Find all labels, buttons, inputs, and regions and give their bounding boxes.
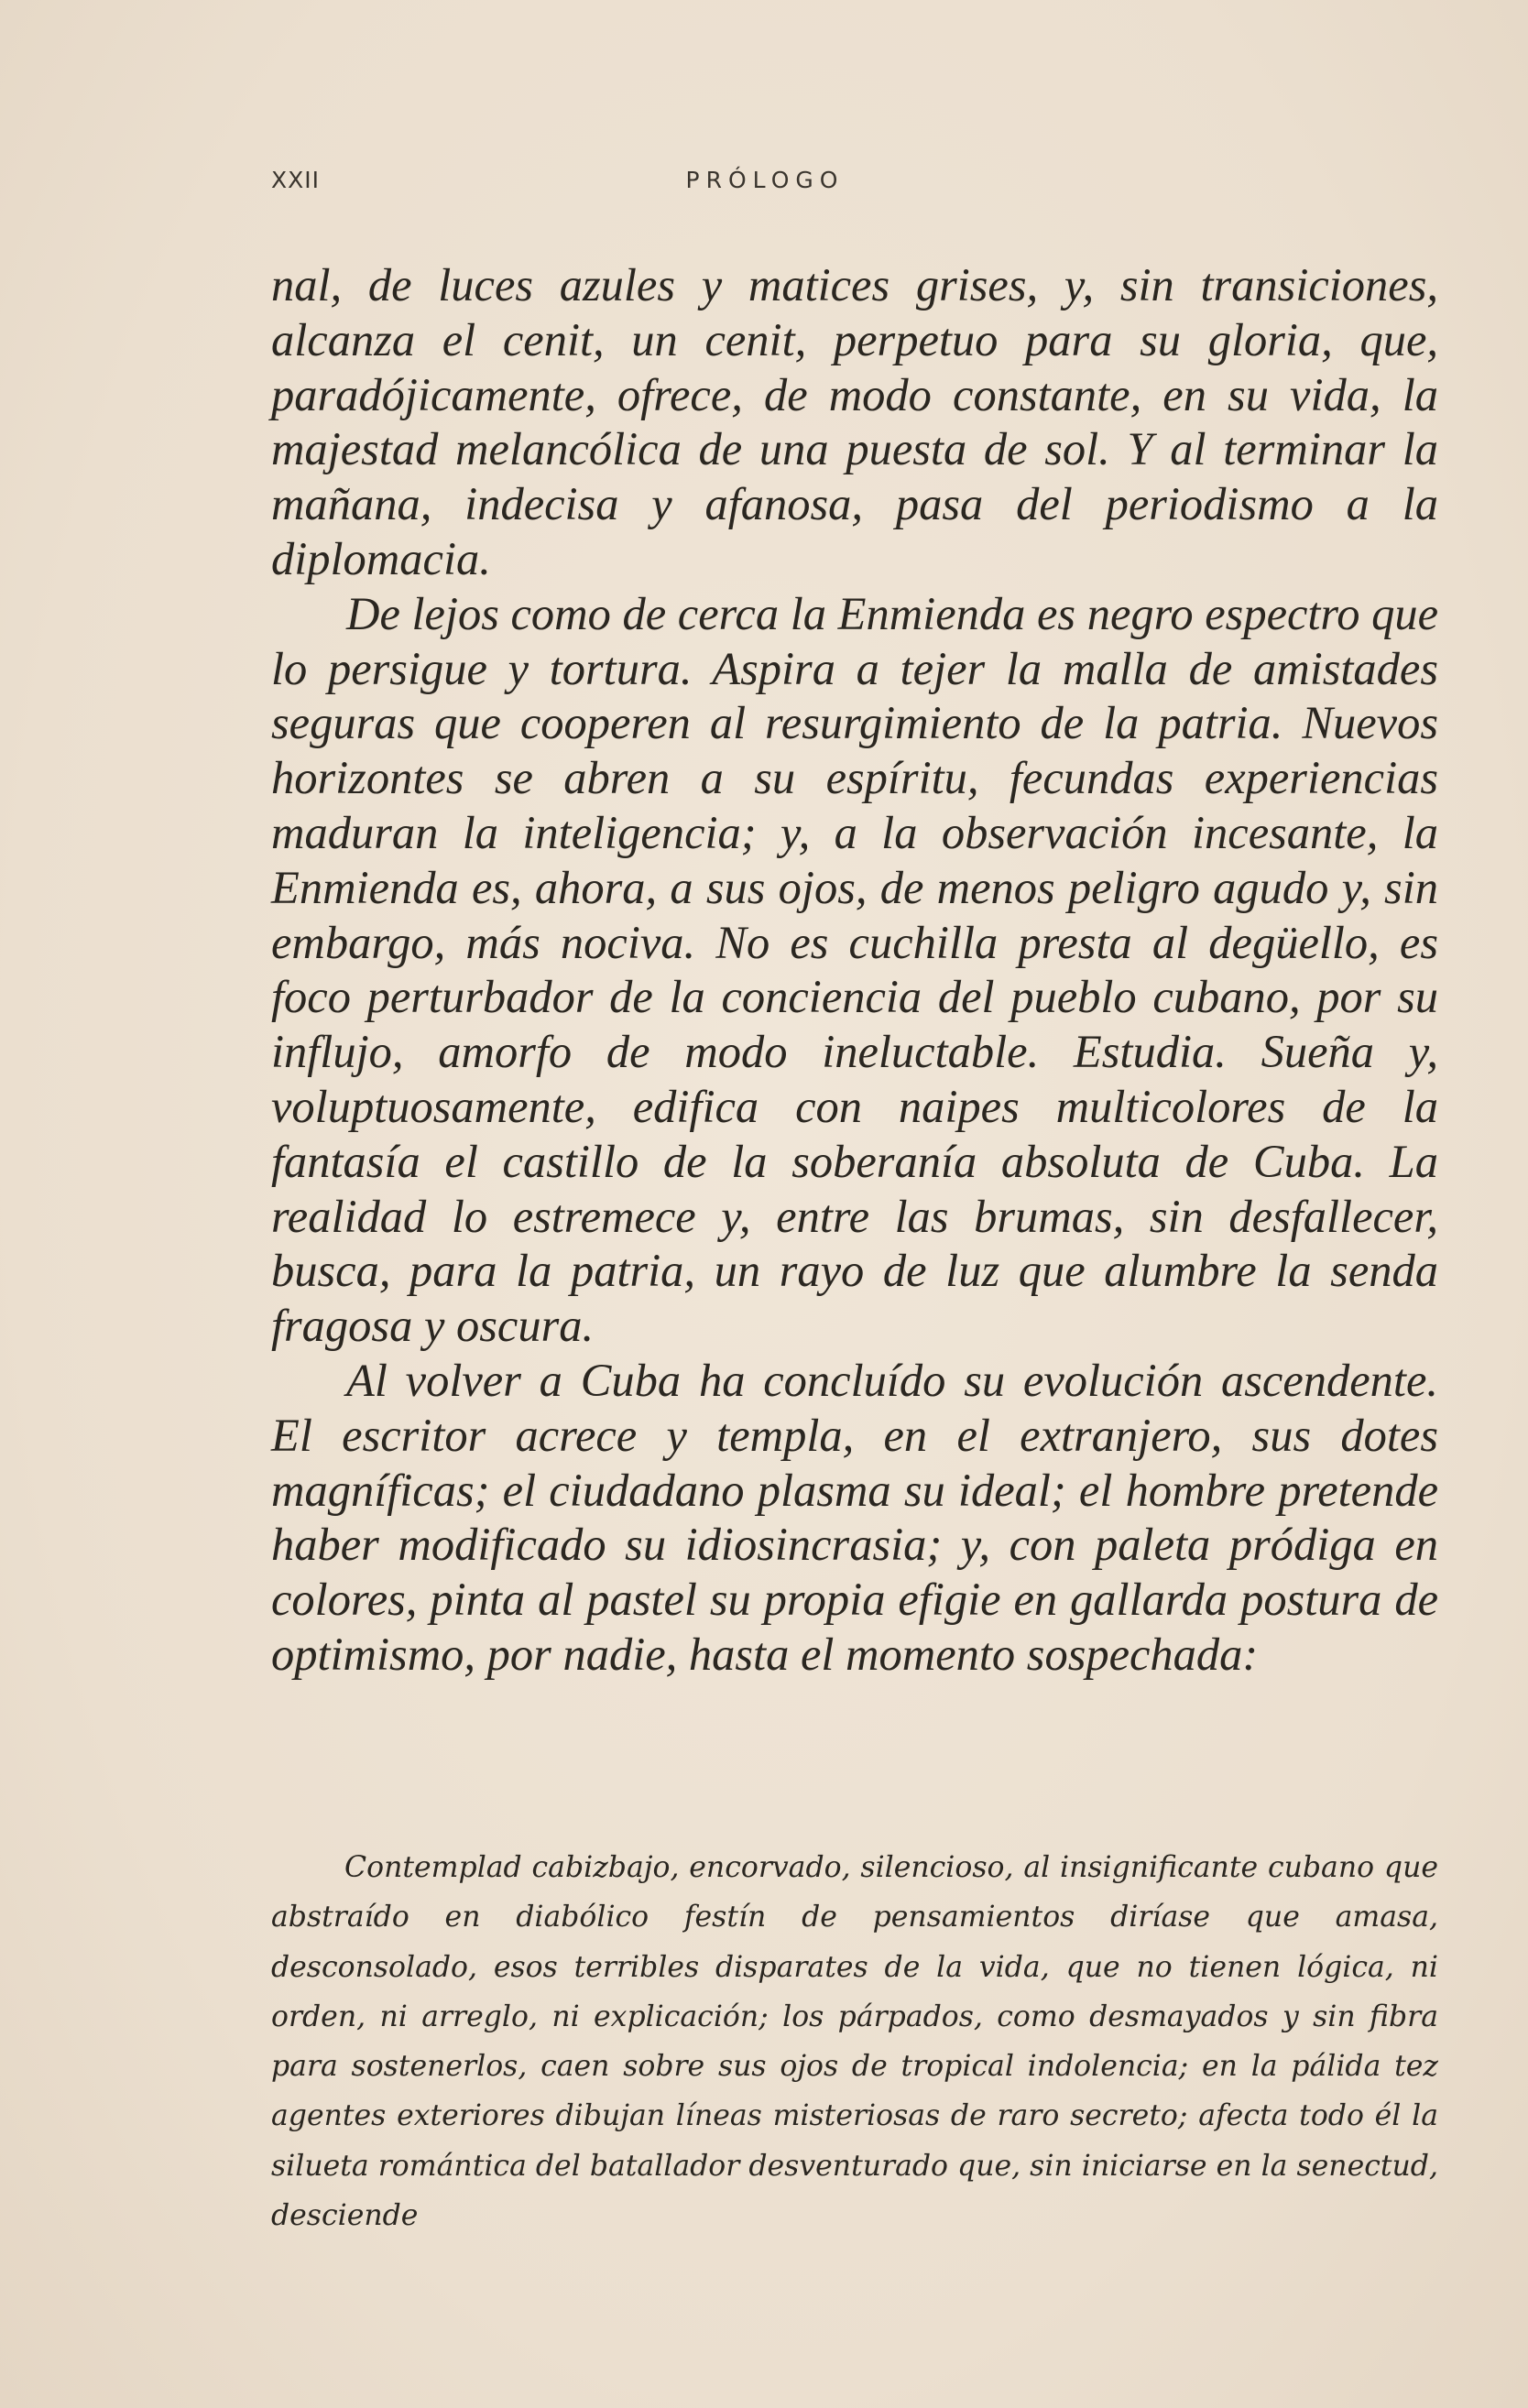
main-text bbox=[271, 258, 1438, 1683]
block-quote: Contemplad cabizbajo, encorvado, silencioso, al insignificante cubano que abstraído en diabólico festín de pensamientos diríase que amasa, desconsolado, esos terribles disparates de la vida, que no tienen lógica, ni orden, ni arreglo, ni explicación; los párpados, como desmayados y sin fibra para sostenerlos, caen sobre sus ojos de tropical indolencia; en la pálida tez agentes exteriores dibujan líneas misteriosas de raro secreto; afecta todo él la silueta romántica del batallador desventurado que, sin iniciarse en la senectud, desciende bbox=[271, 1851, 1438, 2233]
paragraph-continuation: nal, de luces azules y matices grises, y, sin transiciones, alcanza el cenit, un cenit, perpetuo para su gloria, que, paradójicamente, ofrece, de modo constante, en su vida, la majestad melancólica de una puesta de sol. Y al terminar la mañana, indecisa y afanosa, pasa del periodismo a la diplomacia. bbox=[271, 259, 1438, 584]
page-number: XXII bbox=[271, 167, 320, 193]
paragraph-volver-a-cuba: Al volver a Cuba ha concluído su evolución ascendente. El escritor acrece y templa, en el extranjero, sus dotes magníficas; el ciudadano plasma su ideal; el hombre pretende haber modificado su idiosincrasia; y, con paleta pródiga en colores, pinta al pastel su propia efigie en gallarda postura de optimismo, por nadie, hasta el momento sospechada: bbox=[271, 1354, 1438, 1680]
running-head bbox=[271, 167, 1259, 203]
running-title: PRÓLOGO bbox=[685, 167, 845, 193]
paragraph-enmienda: De lejos como de cerca la Enmienda es negro espectro que lo persigue y tortura. Aspira a tejer la malla de amistades seguras que cooperen al resurgimiento de la patria. Nuevos horizontes se abren a su espíritu, fecundas experiencias maduran la inteligencia; y, a la observación incesante, la Enmienda es, ahora, a sus ojos, de menos peligro agudo y, sin embargo, más nociva. No es cuchilla presta al degüello, es foco perturbador de la conciencia del pueblo cubano, por su influjo, amorfo de modo ineluctable. Estudia. Sueña y, voluptuosamente, edifica con naipes multicolores de la fantasía el castillo de la soberanía absoluta de Cuba. La realidad lo estremece y, entre las brumas, sin desfallecer, busca, para la patria, un rayo de luz que alumbre la senda fragosa y oscura. bbox=[271, 587, 1439, 1352]
